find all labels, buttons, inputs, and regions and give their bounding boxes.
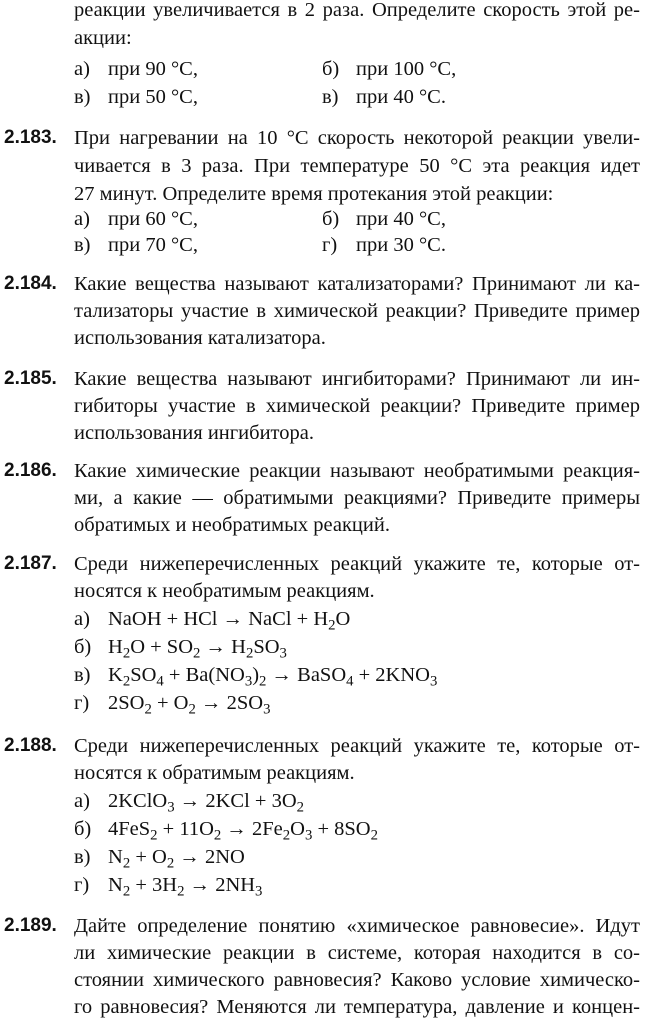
reaction-equation: $4FeS_2 + 11O_2 \to 2Fe_2O_3 + 8SO_2$ (108, 818, 378, 844)
answer-option (322, 232, 446, 258)
problem-text-line: Среди нижеперечисленных реакций укажите те, которые от- (74, 553, 640, 575)
problem-text-line: носятся к необратимым реакциям. (74, 580, 375, 602)
problem-text-line: Среди нижеперечисленных реакций укажите те, которые от- (74, 735, 640, 757)
option-label: г) (322, 234, 338, 256)
problem-text-line: стоянии химического равновесия? Каково условие химическо- (74, 969, 640, 991)
option-label: в) (74, 846, 91, 868)
option-text: при 40 °С, (356, 208, 446, 230)
reaction-option (74, 662, 437, 688)
problem-text-line: ми, а какие — обратимыми реакциями? Приведите примеры (74, 487, 640, 509)
option-label: в) (74, 664, 91, 686)
option-label: г) (74, 692, 90, 714)
problem-text-line: использования катализатора. (74, 327, 326, 349)
answer-option (74, 56, 198, 82)
problem-text-line: При нагревании на 10 °С скорость некоторой реакции увели- (74, 127, 640, 149)
problem-text-line: Какие вещества называют ингибиторами? Принимают ли ин- (74, 368, 640, 390)
problem-text-line: Какие вещества называют катализаторами? Принимают ли ка- (74, 273, 640, 295)
answer-option (74, 206, 198, 232)
option-label: б) (322, 58, 340, 80)
option-text: при 60 °С, (108, 208, 198, 230)
reaction-option (74, 872, 262, 898)
option-label: а) (74, 608, 90, 630)
problem-text-line: Дайте определение понятию «химическое равновесие». Идут (74, 915, 640, 937)
problem-number: 2.189. (4, 915, 57, 936)
reaction-equation: $N_2 + 3H_2 \to 2NH_3$ (108, 874, 263, 900)
reaction-equation: NaOH + HCl → NaCl + $H_2O$ (108, 608, 351, 634)
answer-option (322, 56, 456, 82)
option-text: при 100 °С, (356, 58, 457, 80)
problem-text-line: го равновесия? Меняются ли температура, давление и концен- (74, 996, 640, 1018)
option-label: а) (74, 790, 90, 812)
problem-number: 2.188. (4, 735, 57, 756)
answer-option (74, 232, 198, 258)
reaction-equation: $K_2SO_4 + Ba(NO_3)_2$ → BaSO$_4$ + $2KNO_3$ (108, 664, 438, 690)
problem-text-line: реакции увеличивается в 2 раза. Определите скорость этой ре- (74, 0, 640, 21)
reaction-option (74, 816, 378, 842)
problem-number: 2.183. (4, 127, 57, 148)
option-text: при 30 °С. (356, 234, 446, 256)
option-label: б) (322, 208, 340, 230)
option-text: при 90 °С, (108, 58, 198, 80)
option-label: в) (74, 234, 91, 256)
option-text: при 70 °С, (108, 234, 198, 256)
option-label: а) (74, 58, 90, 80)
problem-text-line: гибиторы участие в химической реакции? Приведите пример (74, 395, 640, 417)
answer-option (74, 84, 198, 110)
problem-text-line: Какие химические реакции называют необратимыми реакция- (74, 460, 640, 482)
problem-text-line: использования ингибитора. (74, 422, 314, 444)
problem-text-line: носятся к обратимым реакциям. (74, 762, 355, 784)
option-label: б) (74, 636, 92, 658)
problem-number: 2.187. (4, 553, 57, 574)
problem-text-line: акции: (74, 27, 132, 49)
reaction-equation: $N_2 + O_2 \to 2NO$ (108, 846, 245, 872)
problem-number: 2.185. (4, 368, 57, 389)
option-label: б) (74, 818, 92, 840)
problem-text-line: обратимых и необратимых реакций. (74, 514, 390, 536)
option-label: в) (322, 86, 339, 108)
option-text: при 40 °С. (356, 86, 446, 108)
reaction-option (74, 634, 287, 660)
answer-option (322, 84, 446, 110)
reaction-option (74, 606, 350, 632)
reaction-option (74, 844, 245, 870)
option-text: при 50 °С, (108, 86, 198, 108)
problem-number: 2.184. (4, 273, 57, 294)
reaction-equation: 2KClO$_3$ → $2KCl + 3O_2$ (108, 790, 305, 816)
problem-text-line: 27 минут. Определите время протекания этой реакции: (74, 183, 554, 205)
problem-text-line: чивается в 3 раза. При температуре 50 °С эта реакция идет (74, 155, 640, 177)
reaction-equation: $H_2O + SO_2 \to H_2SO_3$ (108, 636, 287, 662)
answer-option (322, 206, 446, 232)
option-label: в) (74, 86, 91, 108)
reaction-option (74, 690, 270, 716)
problem-text-line: тализаторы участие в химической реакции? Приведите пример (74, 300, 640, 322)
problem-number: 2.186. (4, 460, 57, 481)
option-label: г) (74, 874, 90, 896)
reaction-equation: $2SO_2 + O_2 \to 2SO_3$ (108, 692, 271, 718)
option-label: а) (74, 208, 90, 230)
reaction-option (74, 788, 304, 814)
problem-text-line: ли химические реакции в системе, которая находится в со- (74, 942, 640, 964)
